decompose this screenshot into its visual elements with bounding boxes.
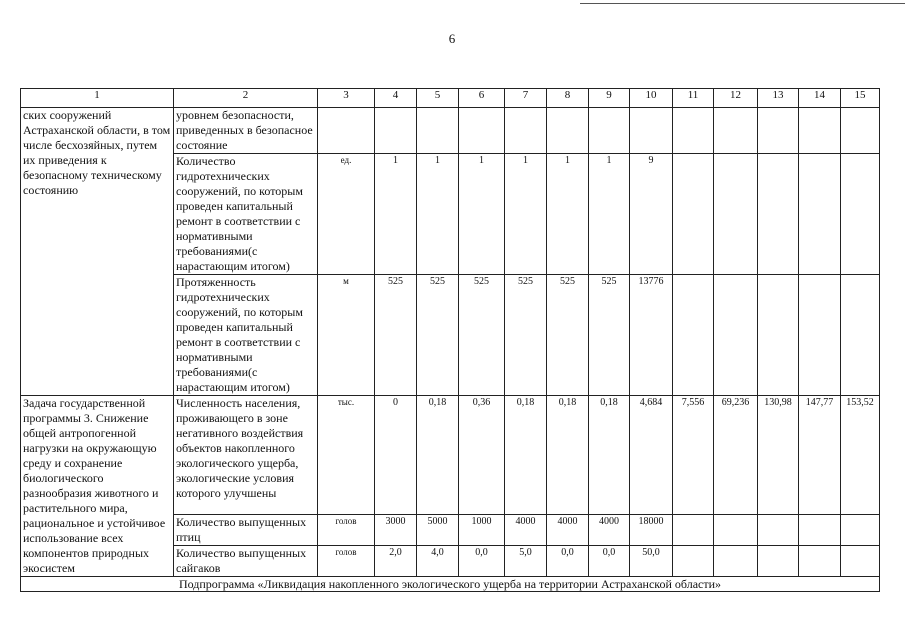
value-cell (799, 275, 841, 396)
value-cell: 2,0 (375, 545, 417, 576)
indicator-name-cell: Количество выпущенных птиц (174, 514, 318, 545)
value-cell (758, 154, 799, 275)
value-cell (799, 108, 841, 154)
value-cell: 0,0 (547, 545, 589, 576)
value-cell (589, 108, 630, 154)
value-cell (714, 514, 758, 545)
value-cell: 1 (375, 154, 417, 275)
header-cell: 5 (417, 89, 459, 108)
value-cell (714, 154, 758, 275)
value-cell (673, 154, 714, 275)
page-number: 6 (448, 31, 456, 46)
value-cell: 153,52 (841, 396, 880, 515)
task-description-cell: ских сооружений Астраханской области, в том числе бесхозяйных, путем их приведения к безопасному техническому состоянию (21, 108, 174, 396)
value-cell: 18000 (630, 514, 673, 545)
value-cell (547, 108, 589, 154)
value-cell: 50,0 (630, 545, 673, 576)
value-cell: 7,556 (673, 396, 714, 515)
value-cell: 147,77 (799, 396, 841, 515)
top-rule (580, 3, 905, 4)
header-cell: 12 (714, 89, 758, 108)
value-cell (841, 545, 880, 576)
value-cell (841, 514, 880, 545)
indicator-name-cell: Численность населения, проживающего в зоне негативного воздействия объектов накопленного экологического ущерба, экологические условия которого улучшены (174, 396, 318, 515)
header-cell: 11 (673, 89, 714, 108)
value-cell (630, 108, 673, 154)
value-cell (673, 108, 714, 154)
value-cell (758, 108, 799, 154)
indicator-name-cell: Протяженность гидротехнических сооружений, по которым проведен капитальный ремонт в соответствии с нормативными требованиями(с нарастающим итогом) (174, 275, 318, 396)
value-cell: 525 (417, 275, 459, 396)
value-cell: 1 (417, 154, 459, 275)
subprogram-title: Подпрограмма «Ликвидация накопленного экологического ущерба на территории Астраханской области» (21, 577, 880, 592)
indicator-name-cell: Количество гидротехнических сооружений, по которым проведен капитальный ремонт в соответствии с нормативными требованиями(с нарастающим итогом) (174, 154, 318, 275)
value-cell (841, 275, 880, 396)
value-cell (714, 275, 758, 396)
task-description-cell: Задача государственной программы 3. Снижение общей антропогенной нагрузки на окружающую среду и сохранение биологического разнообразия животного и растительного мира, рациональное и устойчивое использование всех компонентов природных экосистем (21, 396, 174, 577)
value-cell (758, 275, 799, 396)
value-cell: 4000 (505, 514, 547, 545)
value-cell: 0,18 (547, 396, 589, 515)
header-cell: 3 (318, 89, 375, 108)
header-cell: 6 (459, 89, 505, 108)
header-row (21, 89, 880, 108)
value-cell (758, 545, 799, 576)
header-cell: 8 (547, 89, 589, 108)
unit-cell (318, 108, 375, 154)
header-cell: 7 (505, 89, 547, 108)
value-cell (758, 514, 799, 545)
unit-cell: голов (318, 545, 375, 576)
value-cell: 4,684 (630, 396, 673, 515)
header-cell: 9 (589, 89, 630, 108)
value-cell (841, 154, 880, 275)
value-cell (714, 108, 758, 154)
value-cell: 525 (505, 275, 547, 396)
unit-cell: тыс. (318, 396, 375, 515)
value-cell: 1 (505, 154, 547, 275)
header-cell: 10 (630, 89, 673, 108)
value-cell: 4,0 (417, 545, 459, 576)
header-cell: 15 (841, 89, 880, 108)
header-cell: 13 (758, 89, 799, 108)
value-cell: 9 (630, 154, 673, 275)
value-cell (714, 545, 758, 576)
value-cell: 525 (589, 275, 630, 396)
value-cell: 0,36 (459, 396, 505, 515)
value-cell: 1 (547, 154, 589, 275)
unit-cell: м (318, 275, 375, 396)
value-cell: 4000 (547, 514, 589, 545)
value-cell (673, 545, 714, 576)
subprogram-row (21, 577, 880, 592)
value-cell (841, 108, 880, 154)
value-cell: 0,18 (417, 396, 459, 515)
value-cell: 525 (375, 275, 417, 396)
indicators-table (20, 88, 880, 592)
header-cell: 2 (174, 89, 318, 108)
value-cell: 525 (547, 275, 589, 396)
value-cell (417, 108, 459, 154)
value-cell (459, 108, 505, 154)
value-cell: 0,18 (589, 396, 630, 515)
value-cell: 525 (459, 275, 505, 396)
value-cell (799, 545, 841, 576)
value-cell: 5,0 (505, 545, 547, 576)
value-cell: 0,0 (589, 545, 630, 576)
header-cell: 14 (799, 89, 841, 108)
value-cell: 0 (375, 396, 417, 515)
value-cell (673, 275, 714, 396)
value-cell: 0,18 (505, 396, 547, 515)
value-cell (673, 514, 714, 545)
value-cell: 5000 (417, 514, 459, 545)
value-cell (799, 514, 841, 545)
value-cell: 1 (459, 154, 505, 275)
header-cell: 4 (375, 89, 417, 108)
value-cell: 130,98 (758, 396, 799, 515)
value-cell (505, 108, 547, 154)
value-cell: 0,0 (459, 545, 505, 576)
indicator-name-cell: Количество выпущенных сайгаков (174, 545, 318, 576)
table-row (21, 396, 880, 515)
value-cell: 1 (589, 154, 630, 275)
value-cell: 4000 (589, 514, 630, 545)
value-cell (799, 154, 841, 275)
table-row (21, 108, 880, 154)
header-cell: 1 (21, 89, 174, 108)
value-cell: 69,236 (714, 396, 758, 515)
unit-cell: ед. (318, 154, 375, 275)
value-cell (375, 108, 417, 154)
value-cell: 3000 (375, 514, 417, 545)
indicator-name-cell: уровнем безопасности, приведенных в безопасное состояние (174, 108, 318, 154)
unit-cell: голов (318, 514, 375, 545)
value-cell: 13776 (630, 275, 673, 396)
value-cell: 1000 (459, 514, 505, 545)
